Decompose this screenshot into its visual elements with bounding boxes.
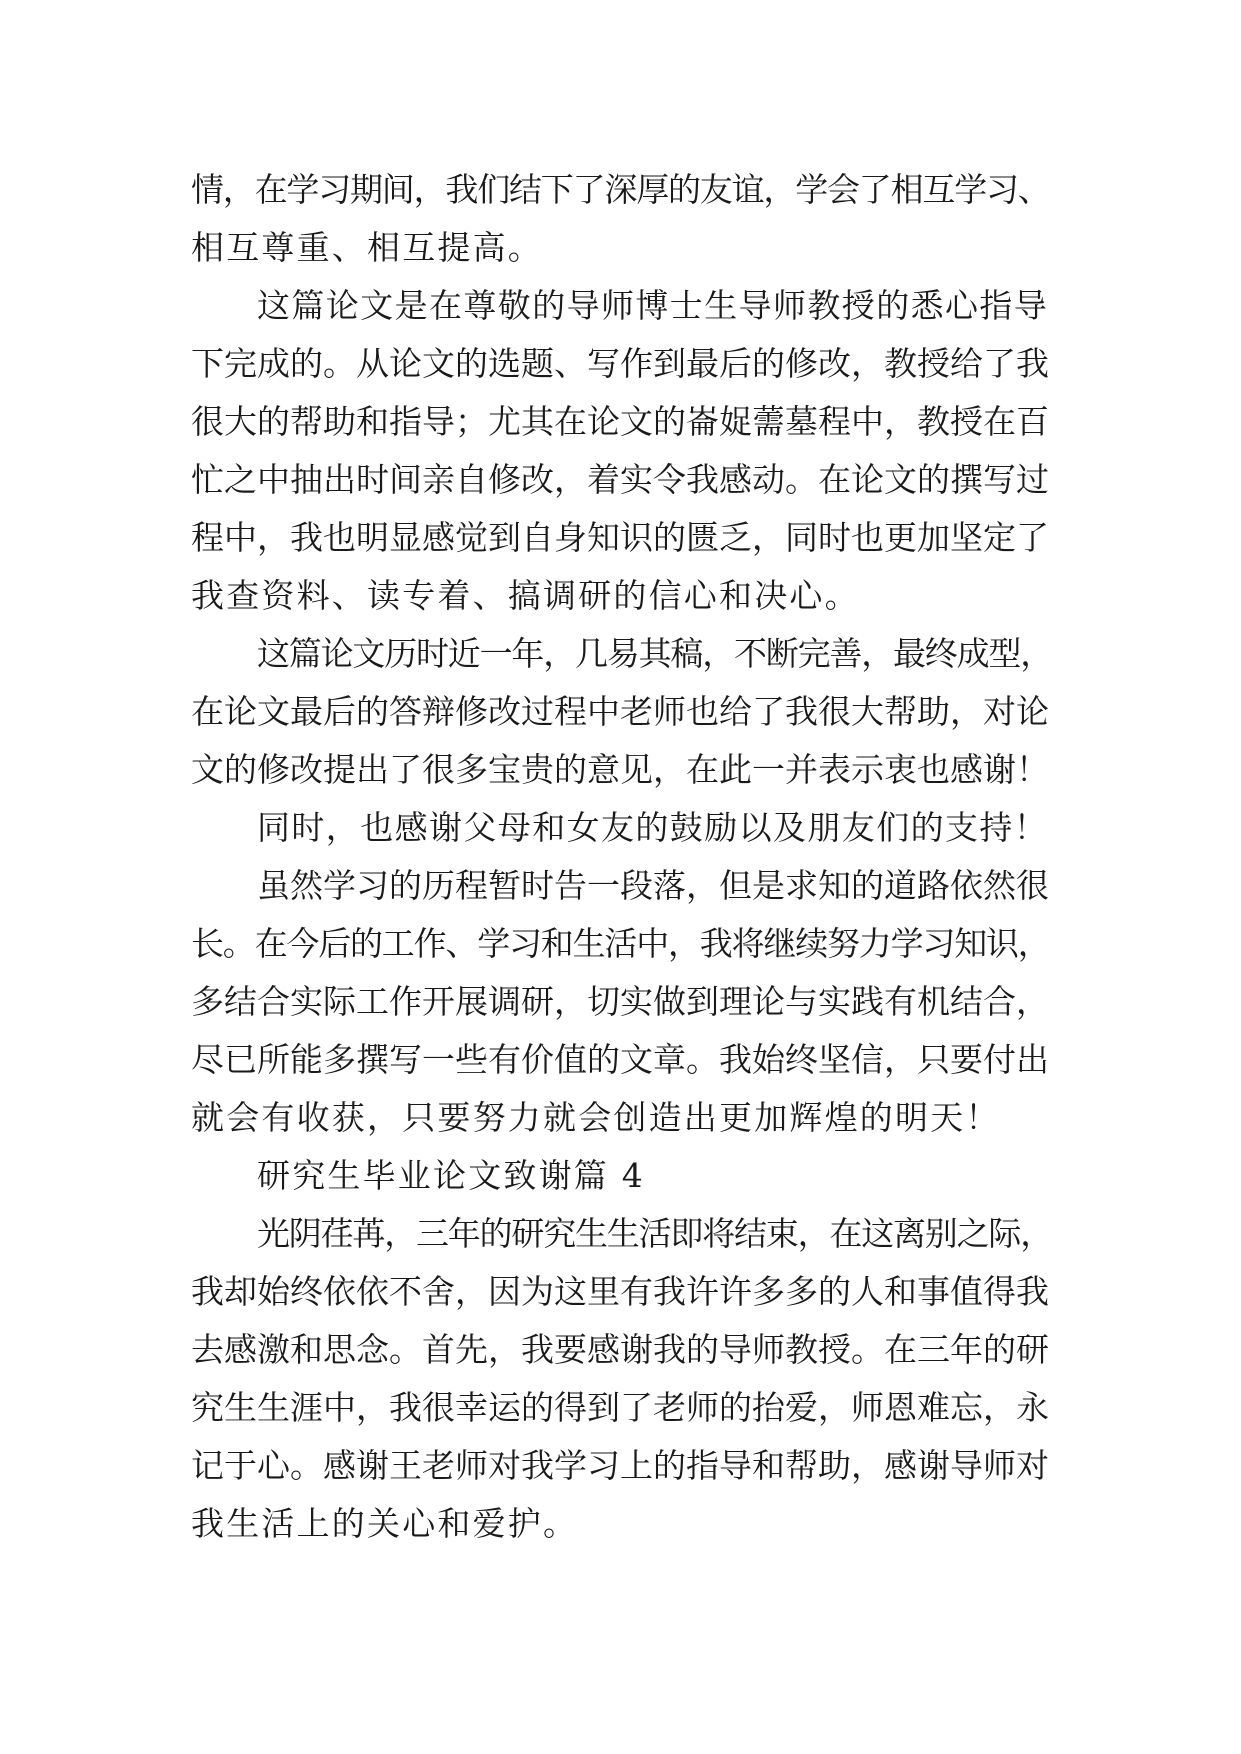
- text-line: 我却始终依依不舍，因为这里有我许许多多的人和事值得我: [191, 1272, 1049, 1311]
- text-line: 这篇论文是在尊敬的导师博士生导师教授的悉心指导: [257, 286, 1049, 325]
- text-line: 很大的帮助和指导；尤其在论文的崙娖薷墓程中，教授在百: [191, 402, 1049, 441]
- text-line: 文的修改提出了很多宝贵的意见，在此一并表示衷也感谢！: [191, 750, 1049, 789]
- text-line: 我生活上的关心和爱护。: [191, 1504, 579, 1543]
- text-line: 下完成的。从论文的选题、写作到最后的修改，教授给了我: [191, 344, 1049, 383]
- text-line: 我查资料、读专着、搞调研的信心和决心。: [191, 576, 860, 615]
- text-line: 长。在今后的工作、学习和生活中，我将继续努力学习知识，: [191, 924, 1050, 963]
- document-body: [191, 161, 1051, 1553]
- text-line: 这篇论文历时近一年，几易其稿，不断完善，最终成型，: [257, 634, 1053, 673]
- text-line: 去感激和思念。首先，我要感谢我的导师教授。在三年的研: [191, 1330, 1049, 1369]
- text-line: 忙之中抽出时间亲自修改，着实令我感动。在论文的撰写过: [191, 460, 1049, 499]
- text-line: 相互尊重、相互提高。: [191, 228, 543, 267]
- text-line: 虽然学习的历程暂时告一段落，但是求知的道路依然很: [257, 866, 1049, 905]
- text-line: 在论文最后的答辩修改过程中老师也给了我很大帮助，对论: [191, 692, 1049, 731]
- text-line: 记于心。感谢王老师对我学习上的指导和帮助，感谢导师对: [191, 1446, 1049, 1485]
- section-heading: 研究生毕业论文致谢篇 4: [257, 1156, 645, 1195]
- text-line: 就会有收获，只要努力就会创造出更加辉煌的明天！: [191, 1098, 1001, 1137]
- text-line: 究生生涯中，我很幸运的得到了老师的抬爱，师恩难忘，永: [191, 1388, 1049, 1427]
- text-line: 多结合实际工作开展调研，切实做到理论与实践有机结合，: [191, 982, 1049, 1021]
- text-line: 同时，也感谢父母和女友的鼓励以及朋友们的支持！: [257, 808, 1049, 847]
- text-line: 程中，我也明显感觉到自身知识的匮乏，同时也更加坚定了: [191, 518, 1049, 557]
- text-line: 光阴荏苒，三年的研究生生活即将结束，在这离别之际，: [257, 1214, 1053, 1253]
- text-line: 尽已所能多撰写一些有价值的文章。我始终坚信，只要付出: [191, 1040, 1049, 1079]
- text-line: 情，在学习期间，我们结下了深厚的友谊，学会了相互学习、: [191, 170, 1050, 209]
